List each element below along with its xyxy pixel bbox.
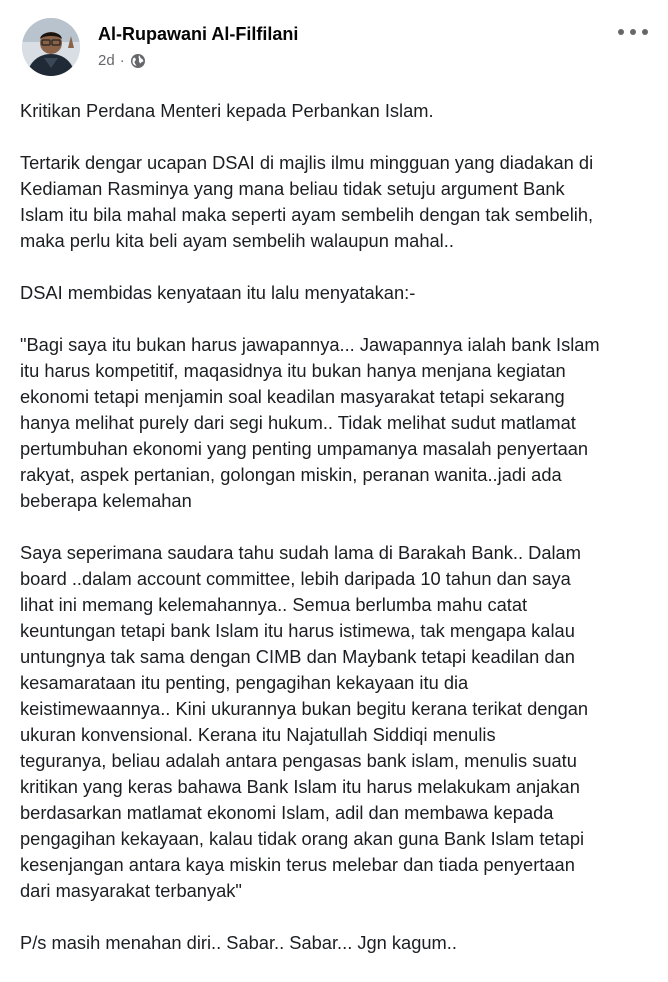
post-title-paragraph: Kritikan Perdana Menteri kepada Perbankan Islam. [20,100,434,121]
post-paragraph: DSAI membidas kenyataan itu lalu menyatakan:- [20,282,416,303]
post-header [22,18,648,80]
post-footer-paragraph: P/s masih menahan diri.. Sabar.. Sabar... Jgn kagum.. [20,932,457,953]
meta-separator: · [119,52,125,69]
more-dot [642,29,648,35]
post-quote-paragraph: Saya seperimana saudara tahu sudah lama di Barakah Bank.. Dalam board ..dalam account committee, lebih daripada 10 tahun dan saya lihat ini memang kelemahannya.. Semua berlumba mahu catat keuntungan tetapi bank Islam itu harus istimewa, tak mengapa kalau untungnya tak sama dengan CIMB dan Maybank tetapi keadilan dan kesamarataan itu penting, pengagihan kekayaan itu dia keistimewaannya.. Kini ukurannya bukan begitu kerana terikat dengan ukuran konvensional. Kerana itu Najatullah Siddiqi menulis teguranya, beliau adalah antara pengasas bank islam, menulis suatu kritikan yang keras bahawa Bank Islam itu harus melakukam anjakan berdasarkan matlamat ekonomi Islam, adil dan membawa kepada pengagihan kekayaan, kalau tidak orang akan guna Bank Islam tetapi kesenjangan antara kaya miskin terus melebar dan tiada penyertaan dari masyarakat terbanyak" [20,542,589,901]
globe-icon[interactable] [130,53,146,69]
avatar[interactable] [22,18,80,76]
author-name[interactable]: Al-Rupawani Al-Filfilani [98,24,299,44]
post-body [20,98,650,982]
post-paragraph: Tertarik dengar ucapan DSAI di majlis ilmu mingguan yang diadakan di Kediaman Rasminya yang mana beliau tidak setuju argument Bank Islam itu bila mahal maka seperti ayam sembelih dengan tak sembelih, maka perlu kita beli ayam sembelih walaupun mahal.. [20,152,594,251]
post-quote-paragraph: "Bagi saya itu bukan harus jawapannya... Jawapannya ialah bank Islam itu harus kompetitif, maqasidnya itu bukan hanya menjana kegiatan ekonomi tetapi menjamin soal keadilan masyarakat tetapi sekarang hanya melihat purely dari segi hukum.. Tidak melihat sudut matlamat pertumbuhan ekonomi yang penting umpamanya masalah penyertaan rakyat, aspek pertanian, golongan miskin, peranan wanita..jadi ada beberapa kelemahan [20,334,600,511]
post-timestamp[interactable]: 2d [98,52,115,69]
more-options-icon[interactable] [618,20,648,44]
post-meta [98,52,146,69]
more-dot [630,29,636,35]
avatar-image [22,18,80,76]
more-dot [618,29,624,35]
